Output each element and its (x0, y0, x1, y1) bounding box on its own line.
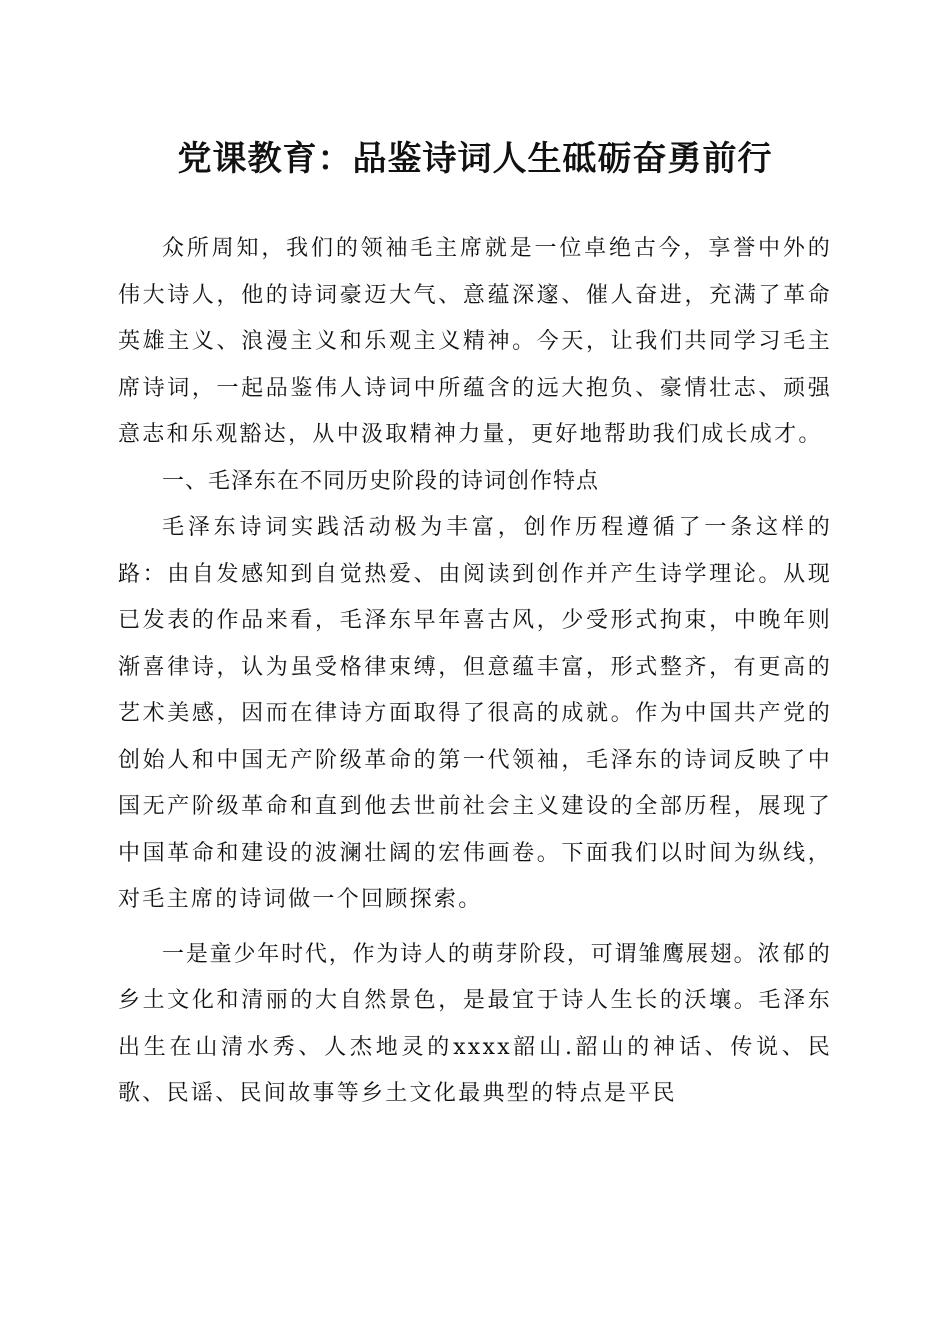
document-title: 党课教育：品鉴诗词人生砥砺奋勇前行 (177, 139, 773, 179)
subsection-lead: 一是童少年时代，作为诗人的萌芽阶段，可谓雏鹰展翅。 (162, 941, 758, 967)
subsection-paragraph (118, 932, 832, 1118)
section-heading: 一、毛泽东在不同历史阶段的诗词创作特点 (162, 468, 600, 494)
intro-paragraph: 众所周知，我们的领袖毛主席就是一位卓绝古今，享誉中外的伟大诗人，他的诗词豪迈大气、意蕴深邃、催人奋进，充满了革命英雄主义、浪漫主义和乐观主义精神。今天，让我们共同学习毛主席诗词，一起品鉴伟人诗词中所蕴含的远大抱负、豪情壮志、顽强意志和乐观豁达，从中汲取精神力量，更好地帮助我们成长成才。 (118, 236, 832, 447)
subsection-body: 浓郁的乡土文化和清丽的大自然景色，是最宜于诗人生长的沃壤。毛泽东出生在山清水秀、人杰地灵的xxxx韶山.韶山的神话、传说、民歌、民谣、民间故事等乡土文化最典型的特点是平民 (118, 941, 832, 1106)
section-paragraph: 毛泽东诗词实践活动极为丰富，创作历程遵循了一条这样的路：由自发感知到自觉热爱、由阅读到创作并产生诗学理论。从现已发表的作品来看，毛泽东早年喜古风，少受形式拘束，中晚年则渐喜律诗，认为虽受格律束缚，但意蕴丰富，形式整齐，有更高的艺术美感，因而在律诗方面取得了很高的成就。作为中国共产党的创始人和中国无产阶级革命的第一代领袖，毛泽东的诗词反映了中国无产阶级革命和直到他去世前社会主义建设的全部历程，展现了中国革命和建设的波澜壮阔的宏伟画卷。下面我们以时间为纵线，对毛主席的诗词做一个回顾探索。 (118, 515, 832, 912)
document-body (118, 226, 832, 1118)
